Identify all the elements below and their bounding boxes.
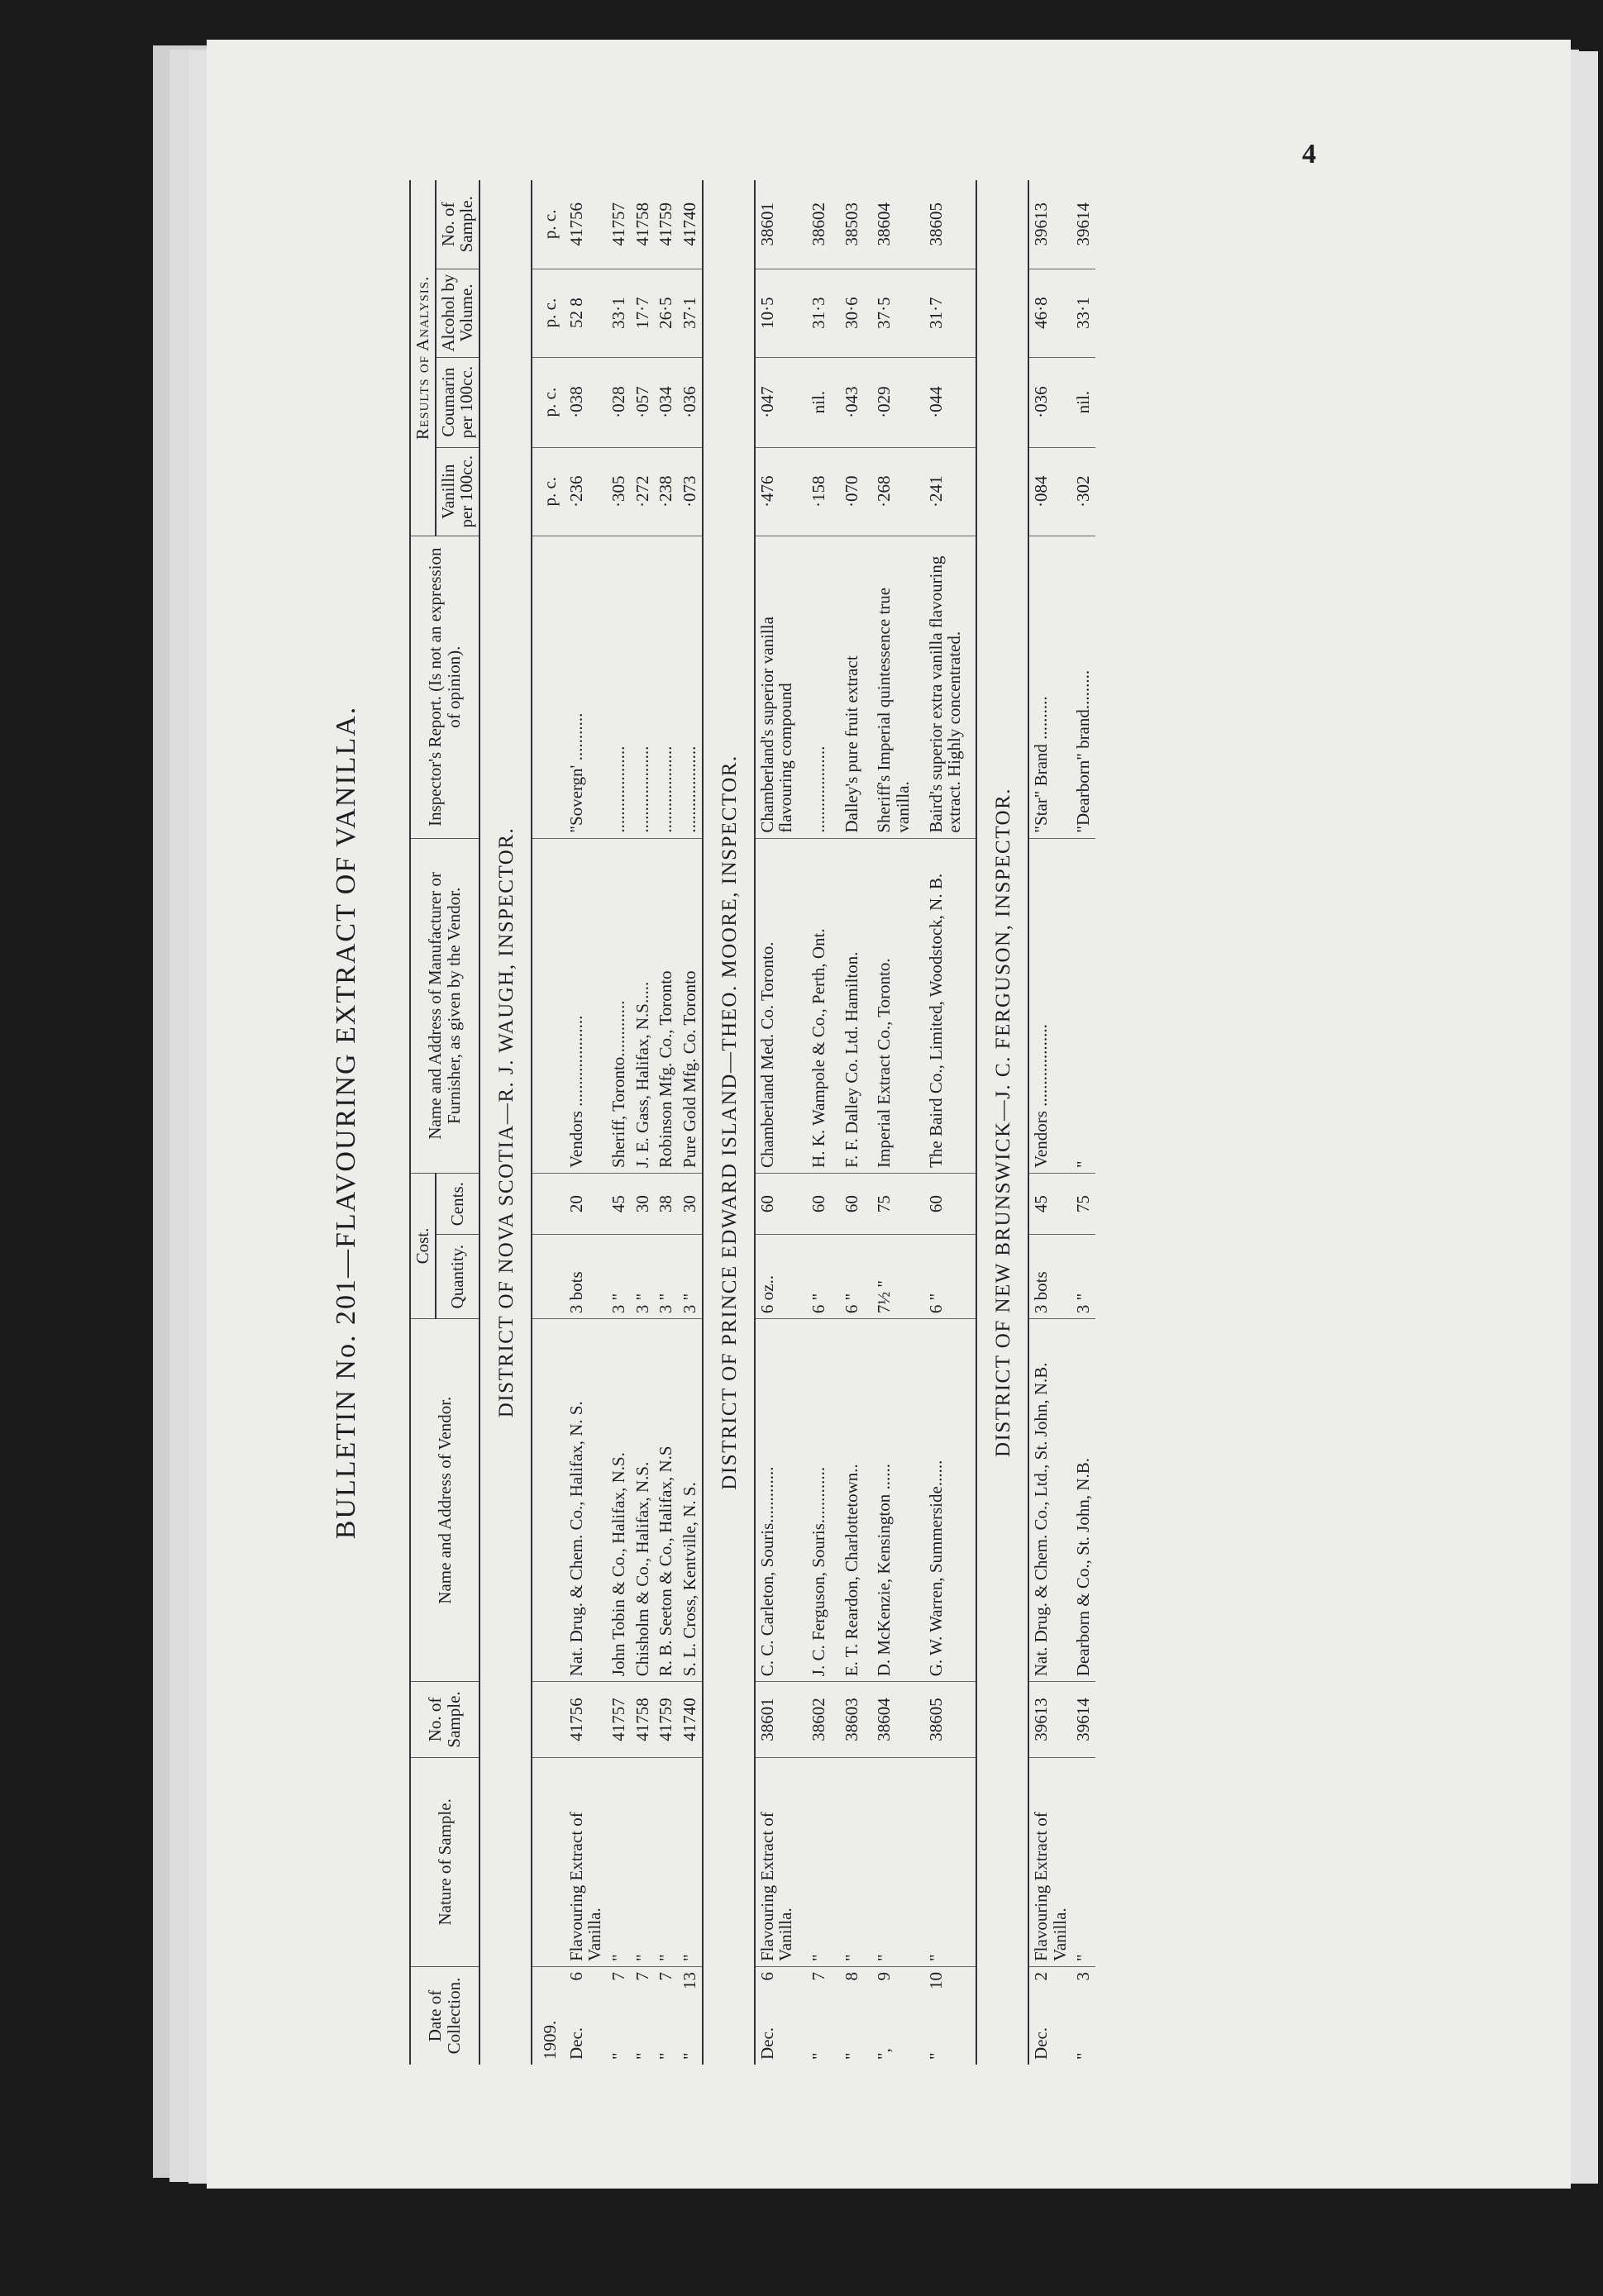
header-alcohol: Alcohol by Volume. bbox=[436, 269, 479, 357]
cents-cell: 60 bbox=[807, 1173, 840, 1234]
alcohol-cell: 37·5 bbox=[872, 269, 923, 357]
page-number: 4 bbox=[1302, 139, 1316, 169]
manufacturer-cell: Chamberland Med. Co. Toronto. bbox=[755, 838, 807, 1173]
header-sample-no: No. of Sample. bbox=[410, 1682, 479, 1757]
alcohol-cell: 26·5 bbox=[654, 269, 678, 357]
manufacturer-cell: Pure Gold Mfg. Co. Toronto bbox=[678, 838, 703, 1173]
alcohol-cell: 33·1 bbox=[607, 269, 631, 357]
quantity-cell: 3 bots bbox=[565, 1235, 607, 1319]
district-heading-row bbox=[976, 180, 1028, 2065]
manufacturer-cell: Vendors ................... bbox=[1028, 838, 1071, 1173]
empty-cell bbox=[532, 1235, 565, 1319]
month: " bbox=[656, 2052, 676, 2060]
header-cents: Cents. bbox=[436, 1173, 479, 1234]
day: 7 bbox=[656, 1972, 676, 1981]
vanillin-cell: ·241 bbox=[924, 447, 976, 536]
vendor-cell: G. W. Warren, Summerside...... bbox=[924, 1319, 976, 1682]
coumarin-cell: ·036 bbox=[678, 357, 703, 447]
sample-no-cell: 38604 bbox=[872, 1682, 923, 1757]
empty-cell bbox=[532, 536, 565, 838]
vanillin-cell: ·238 bbox=[654, 447, 678, 536]
coumarin-cell: nil. bbox=[1071, 357, 1095, 447]
nature-cell: " bbox=[924, 1757, 976, 1966]
nature-cell: " bbox=[607, 1757, 631, 1966]
table-row bbox=[607, 180, 631, 2065]
month: Dec. bbox=[756, 2027, 777, 2060]
table-row bbox=[1071, 180, 1095, 2065]
sample-no-2-cell: 41756 bbox=[565, 180, 607, 269]
coumarin-cell: ·036 bbox=[1028, 357, 1071, 447]
quantity-cell: 3 " bbox=[678, 1235, 703, 1319]
report-cell: .................... bbox=[807, 536, 840, 838]
table-row bbox=[807, 180, 840, 2065]
coumarin-cell: ·047 bbox=[755, 357, 807, 447]
cents-cell: 60 bbox=[924, 1173, 976, 1234]
day: 13 bbox=[680, 1972, 700, 1990]
district-heading-row bbox=[703, 180, 755, 2065]
nature-cell: Flavouring Extract of Vanilla. bbox=[755, 1757, 807, 1966]
report-cell: .................... bbox=[654, 536, 678, 838]
month: Dec. bbox=[565, 2027, 586, 2060]
month: " bbox=[632, 2052, 652, 2060]
sample-no-cell: 38605 bbox=[924, 1682, 976, 1757]
report-cell: .................... bbox=[631, 536, 655, 838]
vendor-cell: E. T. Reardon, Charlottetown.. bbox=[840, 1319, 873, 1682]
table-row bbox=[840, 180, 873, 2065]
date-cell bbox=[565, 1967, 607, 2065]
nature-cell: " bbox=[678, 1757, 703, 1966]
vanillin-cell: ·305 bbox=[607, 447, 631, 536]
day: 3 bbox=[1073, 1972, 1094, 1981]
unit-alcohol: p. c. bbox=[532, 269, 565, 357]
date-cell bbox=[1071, 1967, 1095, 2065]
manufacturer-cell: Robinson Mfg. Co., Toronto bbox=[654, 838, 678, 1173]
rotated-content bbox=[331, 131, 1529, 2114]
header-nature: Nature of Sample. bbox=[410, 1757, 479, 1966]
month: " bbox=[809, 2052, 829, 2060]
sample-no-cell: 41759 bbox=[654, 1682, 678, 1757]
day: 7 bbox=[809, 1972, 829, 1981]
table-row bbox=[924, 180, 976, 2065]
date-cell bbox=[807, 1967, 840, 2065]
coumarin-cell: nil. bbox=[807, 357, 840, 447]
nature-cell: Flavouring Extract of Vanilla. bbox=[565, 1757, 607, 1966]
day: 10 bbox=[925, 1972, 946, 1990]
day: 7 bbox=[608, 1972, 629, 1981]
month: " bbox=[1073, 2052, 1094, 2060]
vendor-cell: D. McKenzie, Kensington ...... bbox=[872, 1319, 923, 1682]
day: 6 bbox=[756, 1972, 777, 1981]
cents-cell: 38 bbox=[654, 1173, 678, 1234]
sample-no-cell: 41758 bbox=[631, 1682, 655, 1757]
quantity-cell: 3 " bbox=[607, 1235, 631, 1319]
coumarin-cell: ·029 bbox=[872, 357, 923, 447]
sample-no-cell: 41757 bbox=[607, 1682, 631, 1757]
date-cell bbox=[924, 1967, 976, 2065]
unit-coumarin: p. c. bbox=[532, 357, 565, 447]
coumarin-cell: ·034 bbox=[654, 357, 678, 447]
day: 8 bbox=[841, 1972, 861, 1981]
cents-cell: 60 bbox=[755, 1173, 807, 1234]
vendor-cell: Dearborn & Co., St. John, N.B. bbox=[1071, 1319, 1095, 1682]
vanillin-cell: ·302 bbox=[1071, 447, 1095, 536]
header-report: Inspector's Report. (Is not an expression of opinion). bbox=[410, 536, 479, 838]
vanillin-cell: ·272 bbox=[631, 447, 655, 536]
quantity-cell: 6 " bbox=[807, 1235, 840, 1319]
cents-cell: 30 bbox=[678, 1173, 703, 1234]
alcohol-cell: 37·1 bbox=[678, 269, 703, 357]
manufacturer-cell: Vendors ..................... bbox=[565, 838, 607, 1173]
quantity-cell: 7½ " bbox=[872, 1235, 923, 1319]
empty-cell bbox=[532, 1682, 565, 1757]
year-row bbox=[532, 180, 565, 2065]
date-cell bbox=[872, 1967, 923, 2065]
vendor-cell: Nat. Drug. & Chem. Co., Halifax, N. S. bbox=[565, 1319, 607, 1682]
manufacturer-cell: H. K. Wampole & Co., Perth, Ont. bbox=[807, 838, 840, 1173]
quantity-cell: 3 " bbox=[631, 1235, 655, 1319]
date-cell bbox=[678, 1967, 703, 2065]
coumarin-cell: ·043 bbox=[840, 357, 873, 447]
header-results: Results of Analysis. bbox=[410, 180, 436, 536]
coumarin-cell: ·044 bbox=[924, 357, 976, 447]
cents-cell: 75 bbox=[872, 1173, 923, 1234]
date-cell bbox=[654, 1967, 678, 2065]
sample-no-2-cell: 41759 bbox=[654, 180, 678, 269]
cents-cell: 20 bbox=[565, 1173, 607, 1234]
header-cost: Cost. bbox=[410, 1173, 436, 1318]
vanillin-cell: ·084 bbox=[1028, 447, 1071, 536]
month: " bbox=[608, 2052, 629, 2060]
alcohol-cell: 30·6 bbox=[840, 269, 873, 357]
sample-no-2-cell: 39613 bbox=[1028, 180, 1071, 269]
cents-cell: 45 bbox=[607, 1173, 631, 1234]
vanillin-cell: ·070 bbox=[840, 447, 873, 536]
vendor-cell: J. C. Ferguson, Souris............. bbox=[807, 1319, 840, 1682]
vanillin-cell: ·476 bbox=[755, 447, 807, 536]
report-cell: Sheriff's Imperial quintessence true vanilla. bbox=[872, 536, 923, 838]
year-label: 1909. bbox=[540, 2020, 561, 2060]
sample-no-2-cell: 38604 bbox=[872, 180, 923, 269]
sample-no-2-cell: 38601 bbox=[755, 180, 807, 269]
quantity-cell: 6 " bbox=[840, 1235, 873, 1319]
date-cell bbox=[607, 1967, 631, 2065]
document-page bbox=[207, 40, 1571, 2189]
vanillin-cell: ·236 bbox=[565, 447, 607, 536]
quantity-cell: 6 oz.. bbox=[755, 1235, 807, 1319]
date-cell bbox=[631, 1967, 655, 2065]
vendor-cell: C. C. Carleton, Souris............. bbox=[755, 1319, 807, 1682]
vanillin-cell: ·073 bbox=[678, 447, 703, 536]
nature-cell: " bbox=[654, 1757, 678, 1966]
manufacturer-cell: The Baird Co., Limited, Woodstock, N. B. bbox=[924, 838, 976, 1173]
month: Dec. bbox=[1031, 2027, 1052, 2060]
sample-no-2-cell: 38605 bbox=[924, 180, 976, 269]
nature-cell: " bbox=[1071, 1757, 1095, 1966]
table-row bbox=[1028, 180, 1071, 2065]
vanillin-cell: ·158 bbox=[807, 447, 840, 536]
table-row bbox=[755, 180, 807, 2065]
alcohol-cell: 31·3 bbox=[807, 269, 840, 357]
manufacturer-cell: F. F. Dalley Co. Ltd. Hamilton. bbox=[840, 838, 873, 1173]
quantity-cell: 3 bots bbox=[1028, 1235, 1071, 1319]
empty-cell bbox=[532, 1173, 565, 1234]
date-cell bbox=[755, 1967, 807, 2065]
quantity-cell: 6 " bbox=[924, 1235, 976, 1319]
report-cell: "Sovergn' ........... bbox=[565, 536, 607, 838]
header-date: Date of Collection. bbox=[410, 1967, 479, 2065]
month: " bbox=[841, 2052, 861, 2060]
date-cell bbox=[840, 1967, 873, 2065]
alcohol-cell: 31·7 bbox=[924, 269, 976, 357]
report-cell: .................... bbox=[678, 536, 703, 838]
nature-cell: Flavouring Extract of Vanilla. bbox=[1028, 1757, 1071, 1966]
report-cell: Baird's superior extra vanilla flavouring extract. Highly concentrated. bbox=[924, 536, 976, 838]
bulletin-title: BULLETIN No. 201—FLAVOURING EXTRACT OF VANILLA. bbox=[331, 705, 361, 1540]
vendor-cell: S. L. Cross, Kentville, N. S. bbox=[678, 1319, 703, 1682]
sample-no-cell: 41740 bbox=[678, 1682, 703, 1757]
manufacturer-cell: Imperial Extract Co., Toronto. bbox=[872, 838, 923, 1173]
sample-no-2-cell: 41758 bbox=[631, 180, 655, 269]
report-cell: "Dearborn" brand......... bbox=[1071, 536, 1095, 838]
day: 2 bbox=[1031, 1972, 1052, 1981]
table-body bbox=[479, 180, 1095, 2065]
sample-no-cell: 38603 bbox=[840, 1682, 873, 1757]
alcohol-cell: 46·8 bbox=[1028, 269, 1071, 357]
nature-cell: " bbox=[631, 1757, 655, 1966]
header-sample-no-2: No. of Sample. bbox=[436, 180, 479, 269]
month: " bbox=[925, 2052, 946, 2060]
header-vendor: Name and Address of Vendor. bbox=[410, 1319, 479, 1682]
cents-cell: 75 bbox=[1071, 1173, 1095, 1234]
report-cell: Dalley's pure fruit extract bbox=[840, 536, 873, 838]
table-row bbox=[565, 180, 607, 2065]
alcohol-cell: 17·7 bbox=[631, 269, 655, 357]
results-table bbox=[409, 180, 1095, 2065]
manufacturer-cell: " bbox=[1071, 838, 1095, 1173]
header-quantity: Quantity. bbox=[436, 1235, 479, 1319]
manufacturer-cell: J. E. Gass, Halifax, N.S..... bbox=[631, 838, 655, 1173]
district-heading: DISTRICT OF NOVA SCOTIA—R. J. WAUGH, INSPECTOR. bbox=[479, 180, 532, 2065]
report-cell: "Star" Brand .......... bbox=[1028, 536, 1071, 838]
header-manufacturer: Name and Address of Manufacturer or Furnisher, as given by the Vendor. bbox=[410, 838, 479, 1173]
empty-cell bbox=[532, 1319, 565, 1682]
sample-no-cell: 39613 bbox=[1028, 1682, 1071, 1757]
nature-cell: " bbox=[807, 1757, 840, 1966]
vendor-cell: Chisholm & Co., Halifax, N.S. bbox=[631, 1319, 655, 1682]
sample-no-cell: 39614 bbox=[1071, 1682, 1095, 1757]
quantity-cell: 3 " bbox=[654, 1235, 678, 1319]
sample-no-2-cell: 41757 bbox=[607, 180, 631, 269]
district-heading: DISTRICT OF PRINCE EDWARD ISLAND—THEO. MOORE, INSPECTOR. bbox=[703, 180, 755, 2065]
sample-no-2-cell: 39614 bbox=[1071, 180, 1095, 269]
sample-no-2-cell: 41740 bbox=[678, 180, 703, 269]
month: " bbox=[680, 2052, 700, 2060]
vendor-cell: R. B. Seeton & Co., Halifax, N.S bbox=[654, 1319, 678, 1682]
header-vanillin: Vanillin per 100cc. bbox=[436, 447, 479, 536]
sample-no-2-cell: 38602 bbox=[807, 180, 840, 269]
cents-cell: 60 bbox=[840, 1173, 873, 1234]
table-row bbox=[631, 180, 655, 2065]
district-heading-row bbox=[479, 180, 532, 2065]
cents-cell: 30 bbox=[631, 1173, 655, 1234]
alcohol-cell: 33·1 bbox=[1071, 269, 1095, 357]
day: 7 bbox=[632, 1972, 652, 1981]
cents-cell: 45 bbox=[1028, 1173, 1071, 1234]
empty-cell bbox=[532, 1757, 565, 1966]
month: ", bbox=[874, 2048, 895, 2060]
vendor-cell: John Tobin & Co., Halifax, N.S. bbox=[607, 1319, 631, 1682]
nature-cell: " bbox=[840, 1757, 873, 1966]
day: 9 bbox=[874, 1972, 895, 1981]
alcohol-cell: 10·5 bbox=[755, 269, 807, 357]
coumarin-cell: ·057 bbox=[631, 357, 655, 447]
day: 6 bbox=[565, 1972, 586, 1981]
report-cell: .................... bbox=[607, 536, 631, 838]
sample-no-2-cell: 38503 bbox=[840, 180, 873, 269]
date-cell bbox=[1028, 1967, 1071, 2065]
table-row bbox=[872, 180, 923, 2065]
vanillin-cell: ·268 bbox=[872, 447, 923, 536]
quantity-cell: 3 " bbox=[1071, 1235, 1095, 1319]
coumarin-cell: ·028 bbox=[607, 357, 631, 447]
empty-cell bbox=[532, 838, 565, 1173]
sample-no-cell: 38602 bbox=[807, 1682, 840, 1757]
sample-no-cell: 41756 bbox=[565, 1682, 607, 1757]
nature-cell: " bbox=[872, 1757, 923, 1966]
header-coumarin: Coumarin per 100cc. bbox=[436, 357, 479, 447]
coumarin-cell: ·038 bbox=[565, 357, 607, 447]
header-row-1 bbox=[410, 180, 436, 2065]
table-row bbox=[654, 180, 678, 2065]
vendor-cell: Nat. Drug. & Chem. Co., Ltd., St. John, N.B. bbox=[1028, 1319, 1071, 1682]
report-cell: Chamberland's superior vanilla flavouring compound bbox=[755, 536, 807, 838]
unit-vanillin: p. c. bbox=[532, 447, 565, 536]
table-row bbox=[678, 180, 703, 2065]
sample-no-cell: 38601 bbox=[755, 1682, 807, 1757]
manufacturer-cell: Sheriff, Toronto............. bbox=[607, 838, 631, 1173]
alcohol-cell: 52 8 bbox=[565, 269, 607, 357]
district-heading: DISTRICT OF NEW BRUNSWICK—J. C. FERGUSON, INSPECTOR. bbox=[976, 180, 1028, 2065]
unit-sample: p. c. bbox=[532, 180, 565, 269]
